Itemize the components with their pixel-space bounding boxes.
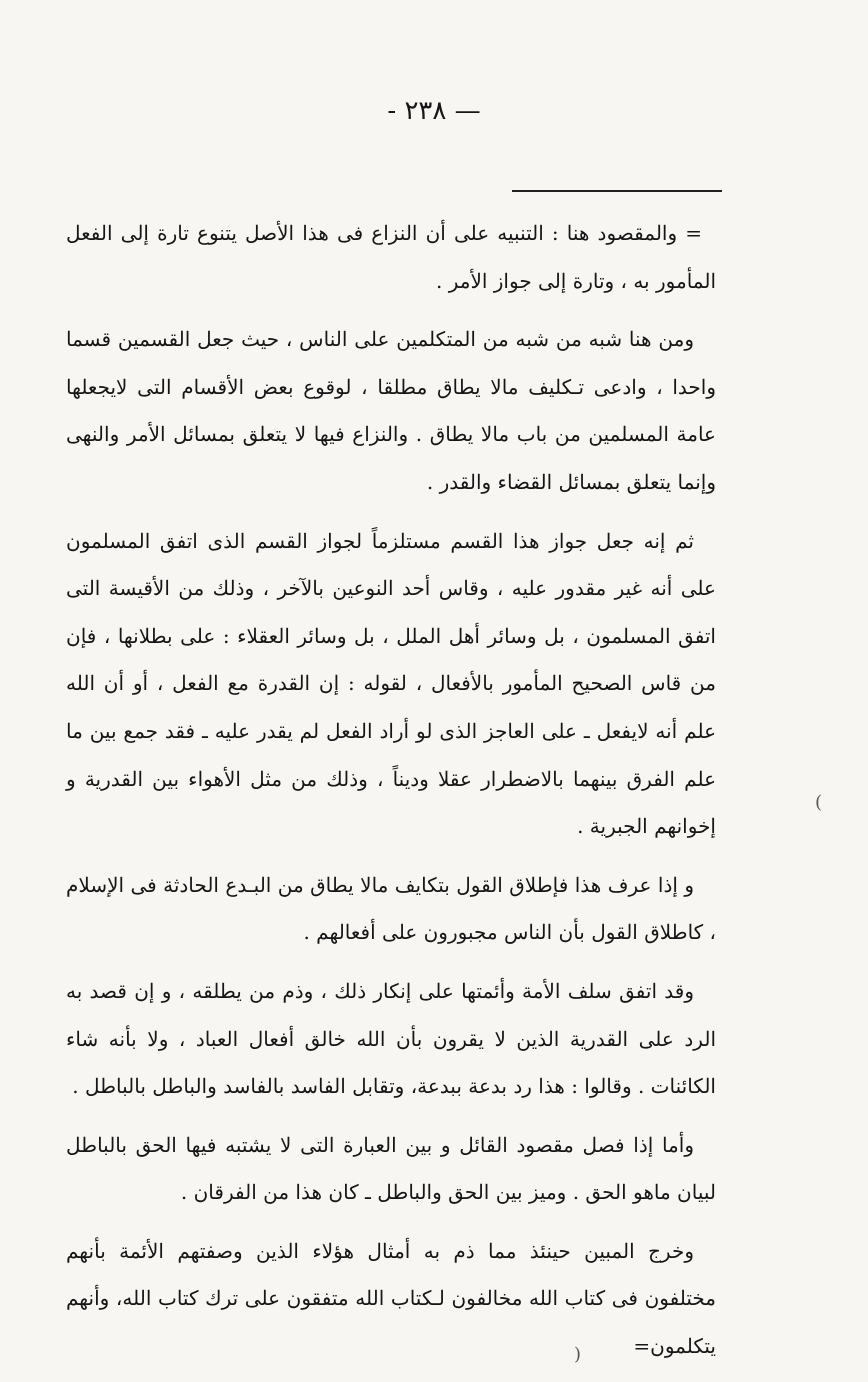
paragraph: وأما إذا فصل مقصود القائل و بين العبارة التى لا يشتبه فيها الحق بالباطل لبيان ماهو الحق . وميز بين الحق والباطل ـ كان هذا من الفرقان .: [66, 1132, 716, 1205]
paragraph: وخرج المبين حينئذ مما ذم به أمثال هؤلاء الذين وصفتهم الأئمة بأنهم مختلفون فى كتاب الله مخالفون لـكتاب الله متفقون على ترك كتاب الله، وأنهم يتكلمون=: [66, 1238, 716, 1359]
footnote-separator: [512, 190, 722, 192]
paragraph: ومن هنا شبه من شبه من المتكلمين على الناس ، حيث جعل القسمين قسما واحدا ، وادعى تـكليف مالا يطاق مطلقا ، لوقوع بعض الأقسام التى لايجعلها عامة المسلمين من باب مالا يطاق . والنزاع فيها لا يتعلق بمسائل الأمر والنهى وإنما يتعلق بمسائل القضاء والقدر .: [66, 327, 716, 494]
bottom-mark: ): [574, 1344, 582, 1365]
paragraph: ثم إنه جعل جواز هذا القسم مستلزماً لجواز القسم الذى اتفق المسلمون على أنه غير مقدور عليه ، وقاس أحد النوعين بالآخر ، وذلك من الأقيسة التى اتفق المسلمون ، بل وسائر أهل الملل ، بل وسائر العقلاء : على بطلانها ، فإن من قاس الصحيح المأمور بالأفعال ، لقوله : إن القدرة مع الفعل ، أو أن الله علم أنه لايفعل ـ على العاجز الذى لو أراد الفعل لم يقدر عليه ـ فقد جمع بين ما علم الفرق بينهما بالاضطرار عقلا وديناً ، وذلك من مثل الأهواء بين القدرية و إخوانهم الجبرية .: [66, 528, 716, 839]
paragraph: وقد اتفق سلف الأمة وأئمتها على إنكار ذلك ، وذم من يطلقه ، و إن قصد به الرد على القدرية الذين لا يقرون بأن الله خالق أفعال العباد ، ولا بأنه شاء الكائنات . وقالوا : هذا رد بدعة ببدعة، وتقابل الفاسد بالفاسد والباطل بالباطل .: [66, 978, 716, 1099]
paragraph-continuation: = والمقصود هنا : التنبيه على أن النزاع فى هذا الأصل يتنوع تارة إلى الفعل المأمور به ، وتارة إلى جواز الأمر .: [66, 221, 716, 293]
page-body: [66, 210, 716, 1382]
margin-mark: (: [815, 792, 823, 813]
paragraph: و إذا عرف هذا فإطلاق القول بتكايف مالا يطاق من البـدع الحادثة فى الإسلام ، كاطلاق القول بأن الناس مجبورون على أفعالهم .: [66, 872, 716, 945]
page-number: — ٢٣٨ -: [387, 96, 481, 126]
